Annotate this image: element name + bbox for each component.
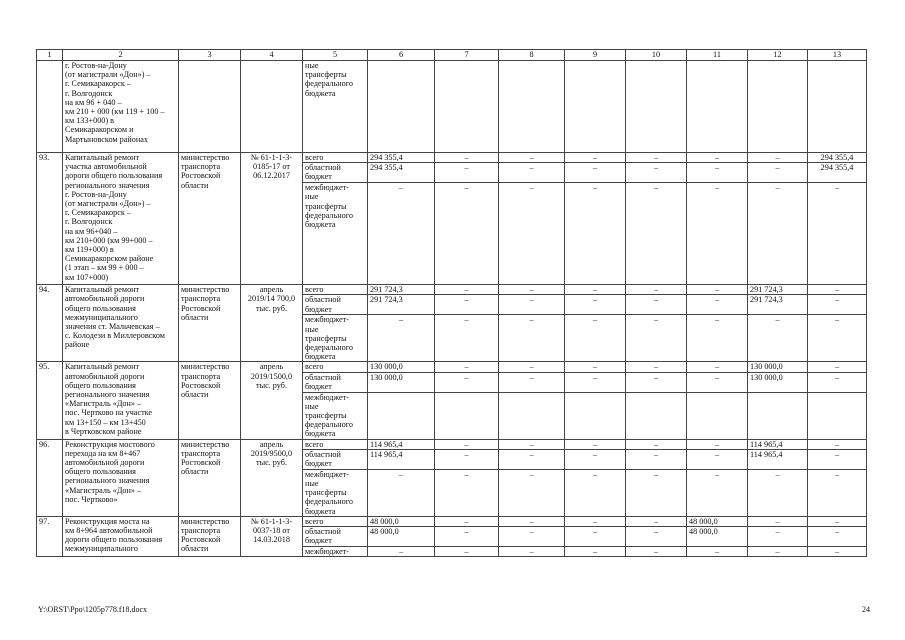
object-name: Реконструкция мостового перехода на км 8+467 автомобильной дороги общего пользования регионального значения «Магистраль «Дон» – пос. Чертково»: [63, 439, 179, 516]
funding-source: всего: [303, 516, 368, 526]
value-cell: 114 965,4: [748, 439, 808, 449]
value-cell: 130 000,0: [748, 372, 808, 392]
value-cell: –: [565, 163, 626, 183]
value-cell: 48 000,0: [687, 527, 748, 547]
funding-source: межбюджет- ные трансферты федерального бюджета: [303, 392, 368, 439]
funding-source: областной бюджет: [303, 163, 368, 183]
table-row: [37, 153, 867, 163]
value-cell: 114 965,4: [748, 449, 808, 469]
value-cell: –: [565, 516, 626, 526]
value-cell: –: [565, 449, 626, 469]
value-cell: [435, 61, 499, 153]
value-cell: 294 355,4: [808, 153, 867, 163]
funding-source: межбюджет- ные трансферты федерального бюджета: [303, 315, 368, 362]
value-cell: [626, 392, 687, 439]
funding-source: всего: [303, 439, 368, 449]
funding-source: областной бюджет: [303, 372, 368, 392]
value-cell: –: [687, 362, 748, 372]
value-cell: –: [808, 362, 867, 372]
value-cell: –: [808, 372, 867, 392]
value-cell: –: [808, 315, 867, 362]
value-cell: –: [626, 285, 687, 295]
document-cell: № 61-1-1-3- 0185-17 от 06.12.2017: [241, 153, 303, 285]
value-cell: –: [748, 527, 808, 547]
value-cell: –: [499, 527, 565, 547]
customer-cell: министерство транспорта Ростовской области: [179, 362, 241, 439]
value-cell: –: [808, 183, 867, 285]
value-cell: –: [626, 527, 687, 547]
funding-source: областной бюджет: [303, 527, 368, 547]
value-cell: 48 000,0: [368, 516, 435, 526]
object-name: Капитальный ремонт автомобильной дороги общего пользования регионального значения «Магистраль «Дон» – пос. Чертково на участке км 13+150 – км 13+450 в Чертковском районе: [63, 362, 179, 439]
col-header: 1: [37, 50, 63, 61]
document-cell: № 61-1-1-3- 0037-18 от 14.03.2018: [241, 516, 303, 556]
value-cell: –: [748, 315, 808, 362]
value-cell: [748, 61, 808, 153]
value-cell: –: [808, 547, 867, 557]
value-cell: –: [748, 469, 808, 516]
value-cell: –: [748, 547, 808, 557]
value-cell: –: [565, 295, 626, 315]
value-cell: [368, 61, 435, 153]
header-row: [37, 50, 867, 61]
document-cell: апрель 2019/9500,0 тыс. руб.: [241, 439, 303, 516]
value-cell: 294 355,4: [368, 153, 435, 163]
value-cell: –: [499, 449, 565, 469]
value-cell: –: [626, 183, 687, 285]
value-cell: –: [626, 362, 687, 372]
funding-source: всего: [303, 153, 368, 163]
value-cell: 48 000,0: [368, 527, 435, 547]
customer-cell: министерство транспорта Ростовской области: [179, 516, 241, 556]
value-cell: 294 355,4: [808, 163, 867, 183]
value-cell: –: [748, 153, 808, 163]
row-number: 94.: [37, 285, 63, 362]
value-cell: –: [565, 469, 626, 516]
value-cell: –: [687, 439, 748, 449]
value-cell: [626, 61, 687, 153]
value-cell: –: [499, 516, 565, 526]
value-cell: 294 355,4: [368, 163, 435, 183]
customer-cell: министерство транспорта Ростовской области: [179, 285, 241, 362]
value-cell: [435, 392, 499, 439]
value-cell: [808, 392, 867, 439]
document-cell: [241, 61, 303, 153]
row-number: 95.: [37, 362, 63, 439]
object-name: Капитальный ремонт автомобильной дороги общего пользования межмуниципального значения ст. Мальчевская – с. Колодези в Миллеровском районе: [63, 285, 179, 362]
col-header: 7: [435, 50, 499, 61]
object-name: Реконструкция моста на км 8+964 автомобильной дороги общего пользования межмуниципального: [63, 516, 179, 556]
customer-cell: министерство транспорта Ростовской области: [179, 439, 241, 516]
customer-cell: [179, 61, 241, 153]
value-cell: 114 965,4: [368, 439, 435, 449]
value-cell: –: [748, 516, 808, 526]
value-cell: –: [808, 439, 867, 449]
value-cell: –: [565, 183, 626, 285]
value-cell: –: [565, 439, 626, 449]
value-cell: –: [435, 295, 499, 315]
customer-cell: министерство транспорта Ростовской области: [179, 153, 241, 285]
funding-source: всего: [303, 285, 368, 295]
value-cell: –: [687, 315, 748, 362]
col-header: 2: [63, 50, 179, 61]
col-header: 5: [303, 50, 368, 61]
value-cell: –: [499, 315, 565, 362]
value-cell: –: [368, 315, 435, 362]
value-cell: –: [565, 372, 626, 392]
value-cell: –: [499, 153, 565, 163]
value-cell: –: [626, 315, 687, 362]
funding-source: межбюджет-: [303, 547, 368, 557]
value-cell: 48 000,0: [687, 516, 748, 526]
value-cell: –: [499, 439, 565, 449]
value-cell: –: [499, 547, 565, 557]
value-cell: –: [565, 527, 626, 547]
value-cell: –: [435, 469, 499, 516]
col-header: 6: [368, 50, 435, 61]
value-cell: 291 724,3: [368, 295, 435, 315]
value-cell: –: [687, 372, 748, 392]
value-cell: –: [687, 547, 748, 557]
col-header: 3: [179, 50, 241, 61]
value-cell: –: [499, 163, 565, 183]
value-cell: –: [435, 285, 499, 295]
object-name: Капитальный ремонт участка автомобильной дороги общего пользования регионального значения г. Ростов-на-Дону (от магистрали «Дон») – г. Семикаракорск – г. Волгодонск на км 96+040 – км 210+000 (км 99+000 – км 119+000) в Семикаракорском районе (1 этап – км 99 + 000 – км 107+000): [63, 153, 179, 285]
value-cell: [748, 392, 808, 439]
value-cell: –: [748, 163, 808, 183]
value-cell: –: [565, 153, 626, 163]
col-header: 12: [748, 50, 808, 61]
value-cell: –: [626, 372, 687, 392]
value-cell: –: [687, 163, 748, 183]
value-cell: –: [435, 163, 499, 183]
value-cell: 130 000,0: [368, 362, 435, 372]
value-cell: 130 000,0: [368, 372, 435, 392]
value-cell: –: [435, 516, 499, 526]
table-row: [37, 439, 867, 449]
value-cell: –: [499, 183, 565, 285]
value-cell: –: [435, 547, 499, 557]
value-cell: –: [565, 315, 626, 362]
funding-source: межбюджет- ные трансферты федерального бюджета: [303, 183, 368, 285]
value-cell: [808, 61, 867, 153]
value-cell: –: [368, 469, 435, 516]
value-cell: –: [687, 469, 748, 516]
value-cell: –: [435, 153, 499, 163]
value-cell: –: [435, 362, 499, 372]
value-cell: –: [435, 439, 499, 449]
object-name: г. Ростов-на-Дону (от магистрали «Дон») – г. Семикаракорск – г. Волгодонск на км 96 + 040 – км 210 + 000 (км 119 + 100 – км 133+000) в Семикаракорском и Мартыновском районах: [63, 61, 179, 153]
value-cell: –: [435, 183, 499, 285]
continuation-row: [37, 61, 867, 153]
value-cell: –: [626, 547, 687, 557]
col-header: 9: [565, 50, 626, 61]
funding-source: областной бюджет: [303, 295, 368, 315]
row-number: 97.: [37, 516, 63, 556]
value-cell: –: [808, 469, 867, 516]
page-number: 24: [862, 605, 870, 614]
col-header: 8: [499, 50, 565, 61]
value-cell: –: [626, 163, 687, 183]
value-cell: –: [499, 285, 565, 295]
value-cell: [687, 61, 748, 153]
col-header: 10: [626, 50, 687, 61]
value-cell: 130 000,0: [748, 362, 808, 372]
funding-source: межбюджет- ные трансферты федерального бюджета: [303, 469, 368, 516]
value-cell: –: [687, 153, 748, 163]
document-cell: апрель 2019/1500,0 тыс. руб.: [241, 362, 303, 439]
value-cell: –: [808, 527, 867, 547]
value-cell: –: [435, 449, 499, 469]
value-cell: –: [808, 285, 867, 295]
value-cell: –: [687, 285, 748, 295]
value-cell: –: [687, 449, 748, 469]
value-cell: –: [626, 449, 687, 469]
value-cell: –: [626, 516, 687, 526]
value-cell: –: [808, 449, 867, 469]
col-header: 11: [687, 50, 748, 61]
col-header: 13: [808, 50, 867, 61]
value-cell: –: [565, 362, 626, 372]
row-number: [37, 61, 63, 153]
table-row: [37, 362, 867, 372]
value-cell: 291 724,3: [748, 295, 808, 315]
value-cell: –: [499, 469, 565, 516]
value-cell: –: [687, 183, 748, 285]
value-cell: –: [626, 439, 687, 449]
value-cell: –: [626, 469, 687, 516]
funding-source: всего: [303, 362, 368, 372]
value-cell: –: [499, 372, 565, 392]
table-row: [37, 285, 867, 295]
funding-source: ные трансферты федерального бюджета: [303, 61, 368, 153]
value-cell: –: [368, 183, 435, 285]
row-number: 96.: [37, 439, 63, 516]
value-cell: –: [435, 372, 499, 392]
value-cell: –: [626, 295, 687, 315]
value-cell: –: [748, 183, 808, 285]
value-cell: [565, 392, 626, 439]
value-cell: [499, 61, 565, 153]
value-cell: –: [499, 295, 565, 315]
value-cell: [565, 61, 626, 153]
value-cell: –: [565, 547, 626, 557]
value-cell: –: [435, 527, 499, 547]
value-cell: –: [808, 295, 867, 315]
value-cell: 291 724,3: [748, 285, 808, 295]
value-cell: [499, 392, 565, 439]
program-table: [36, 49, 867, 557]
col-header: 4: [241, 50, 303, 61]
value-cell: –: [368, 547, 435, 557]
table-row: [37, 516, 867, 526]
value-cell: –: [626, 153, 687, 163]
value-cell: –: [808, 516, 867, 526]
row-number: 93.: [37, 153, 63, 285]
footer-file-path: Y:\ORST\Ppo\1205p778.f18.docx: [38, 605, 148, 614]
value-cell: –: [565, 285, 626, 295]
value-cell: –: [687, 295, 748, 315]
value-cell: 291 724,3: [368, 285, 435, 295]
value-cell: [687, 392, 748, 439]
value-cell: 114 965,4: [368, 449, 435, 469]
document-cell: апрель 2019/14 700,0 тыс. руб.: [241, 285, 303, 362]
value-cell: –: [435, 315, 499, 362]
value-cell: –: [499, 362, 565, 372]
funding-source: областной бюджет: [303, 449, 368, 469]
value-cell: [368, 392, 435, 439]
